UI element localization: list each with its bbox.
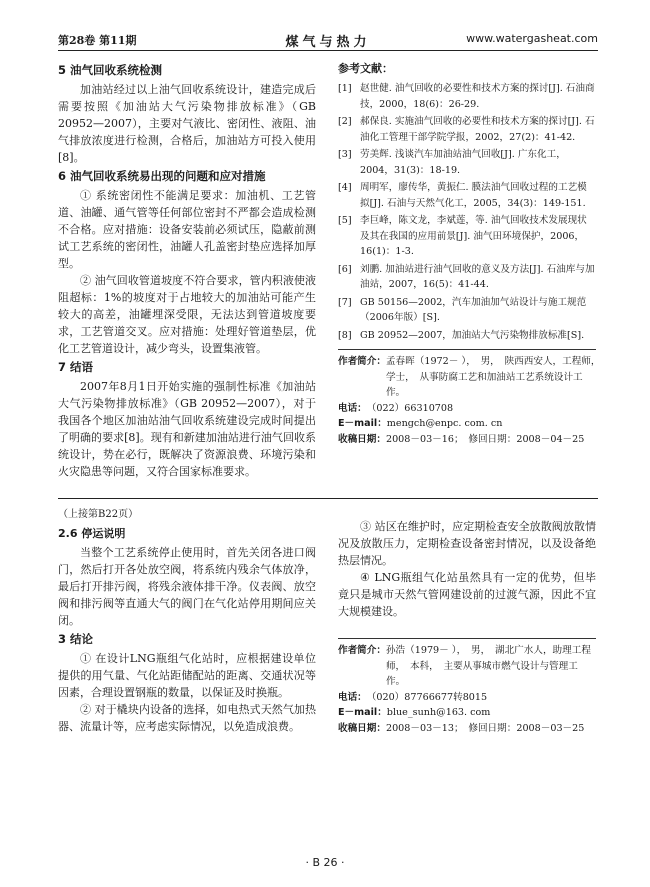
author-info-1 <box>338 349 606 447</box>
conclusion-paragraph-3: ③ 站区在维护时，应定期检查安全放散阀放散情况及放散压力，定期检查设备密封情况，以及设备绝热层情况。 <box>338 520 596 567</box>
section-6-heading: 6 油气回收系统易出现的问题和应对措施 <box>58 169 266 183</box>
phone-label: 电话： <box>338 691 367 703</box>
author-bio: 孟春晖（1972－ ）， 男， 陕西西安人，工程师， 学士， 从事防腐工艺和加油站工艺系统设计工作。 <box>385 356 606 398</box>
page-number: · B 26 · <box>305 856 345 869</box>
reference-list <box>338 81 596 343</box>
conclusion-paragraph-1: ① 在设计LNG瓶组气化站时，应根据建设单位提供的用气量、气化站距储配站的距离、交通状况等因素，合理设置钢瓶的数量，以保证及时换瓶。 <box>58 652 316 699</box>
reference-item: [3] 劳美辉. 浅谈汽车加油站油气回收[J]. 广东化工，2004，31(3)：18-19. <box>338 149 566 176</box>
dates-value: 2008－03－13； 修回日期：2008－03－25 <box>385 722 585 734</box>
reference-item: [6] 刘鹏. 加油站进行油气回收的意义及方法[J]. 石油库与加油站，2007，16(5)：41-44. <box>338 263 595 290</box>
reference-item: [7] GB 50156—2002，汽车加油加气站设计与施工规范（2006年版）[S]. <box>338 296 587 323</box>
journal-title: 煤气与热力 <box>285 35 371 50</box>
conclusion-paragraph-2: ② 对于橇块内设备的选择，如电热式天然气加热器、流量计等，应考虑实际情况，以免造成浪费。 <box>58 703 316 733</box>
section-7-paragraph: 2007年8月1日开始实施的强制性标准《加油站大气污染物排放标准》（GB 20952—2007），对于我国各个地区加油站油气回收系统建设完成时间提出了明确的要求[8]。现有和新建加油站进行油气回收系统设计，势在必行，既解决了资源浪费、环境污染和火灾隐患等问题，又符合国家标准要求。 <box>58 380 316 478</box>
conclusion-heading: 3 结论 <box>58 632 94 646</box>
section-5-paragraph: 加油站经过以上油气回收系统设计，建造完成后需要按照《加油站大气污染物排放标准》（GB 20952—2007），主要对气液比、密闭性、液阻、油气排放浓度进行检测，合格后，加油站方可投入使用[8]。 <box>58 83 316 164</box>
section-2-6-paragraph: 当整个工艺系统停止使用时，首先关闭各进口阀门，然后打开各处放空阀，将系统内残余气体放净，最后打开排污阀，将残余液体排干净。仪表阀、放空阀和排污阀等直通大气的阀门在气化站停用期间应关闭。 <box>58 546 316 627</box>
reference-item: [8] GB 20952—2007，加油站大气污染物排放标准[S]. <box>338 329 585 341</box>
bottom-right-column <box>338 518 596 736</box>
email-label: E－mail： <box>338 418 387 429</box>
top-left-column <box>58 60 316 480</box>
top-right-column <box>338 60 606 447</box>
email-value: mengch@enpc. com. cn <box>386 418 503 429</box>
article-divider <box>58 498 598 499</box>
author-info-2 <box>338 638 596 736</box>
section-7-heading: 7 结语 <box>58 360 94 374</box>
page-header <box>58 28 598 51</box>
journal-website: www.watergasheat.com <box>466 32 598 45</box>
reference-item: [2] 郝保良. 实施油气回收的必要性和技术方案的探讨[J]. 石油化工管理干部学院学报，2002，27(2)：41-42. <box>338 116 595 143</box>
email-value: blue_sunh@163. com <box>386 707 491 718</box>
reference-item: [5] 李巨峰，陈文龙，李斌莲，等. 油气回收技术发展现状及其在我国的应用前景[J]. 油气田环境保护，2006，16(1)：1-3. <box>338 215 587 257</box>
section-6-paragraph-2: ② 油气回收管道坡度不符合要求，管内积液使液阻超标：1%的坡度对于占地较大的加油站可能产生较大的高差，油罐埋深受限，无法达到管道坡度要求，工艺管道交叉。应对措施：处理好管道垫层，优化工艺管道设计，减少弯头，设置集液管。 <box>58 274 316 355</box>
journal-issue: 第28卷 第11期 <box>58 34 137 47</box>
reference-item: [4] 周明军，廖传华，黄振仁. 膜法油气回收过程的工艺模拟[J]. 石油与天然气化工，2005，34(3)：149-151. <box>338 182 587 209</box>
phone-value: （020）87766677转8015 <box>366 691 488 703</box>
bottom-left-column <box>58 506 316 735</box>
phone-value: （022）66310708 <box>366 402 454 414</box>
section-2-6-heading: 2.6 停运说明 <box>58 527 126 540</box>
dates-value: 2008－03－16； 修回日期：2008－04－25 <box>385 433 585 445</box>
continued-note: （上接第B22页） <box>58 509 139 520</box>
phone-label: 电话： <box>338 402 367 414</box>
author-label: 作者简介： <box>338 356 386 367</box>
email-label: E－mail： <box>338 707 387 718</box>
author-label: 作者简介： <box>338 645 386 656</box>
reference-item: [1] 赵世健. 油气回收的必要性和技术方案的探讨[J]. 石油商技，2000，18(6)：26-29. <box>338 83 595 110</box>
author-bio: 孙浩（1979－ ）， 男， 湖北广水人，助理工程师， 本科， 主要从事城市燃气设计与管理工作。 <box>385 645 591 687</box>
section-5-heading: 5 油气回收系统检测 <box>58 63 163 77</box>
dates-label: 收稿日期： <box>338 722 386 734</box>
dates-label: 收稿日期： <box>338 433 386 445</box>
conclusion-paragraph-4: ④ LNG瓶组气化站虽然具有一定的优势，但毕竟只是城市天然气管网建设前的过渡气源，因此不宜大规模建设。 <box>338 571 596 618</box>
section-6-paragraph-1: ① 系统密闭性不能满足要求：加油机、工艺管道、油罐、通气管等任何部位密封不严都会造成检测不合格。应对措施：设备安装前必须试压，隐蔽前测试工艺系统的密闭性，油罐人孔盖密封垫应选择加厚型。 <box>58 189 316 270</box>
references-heading: 参考文献： <box>338 62 393 75</box>
